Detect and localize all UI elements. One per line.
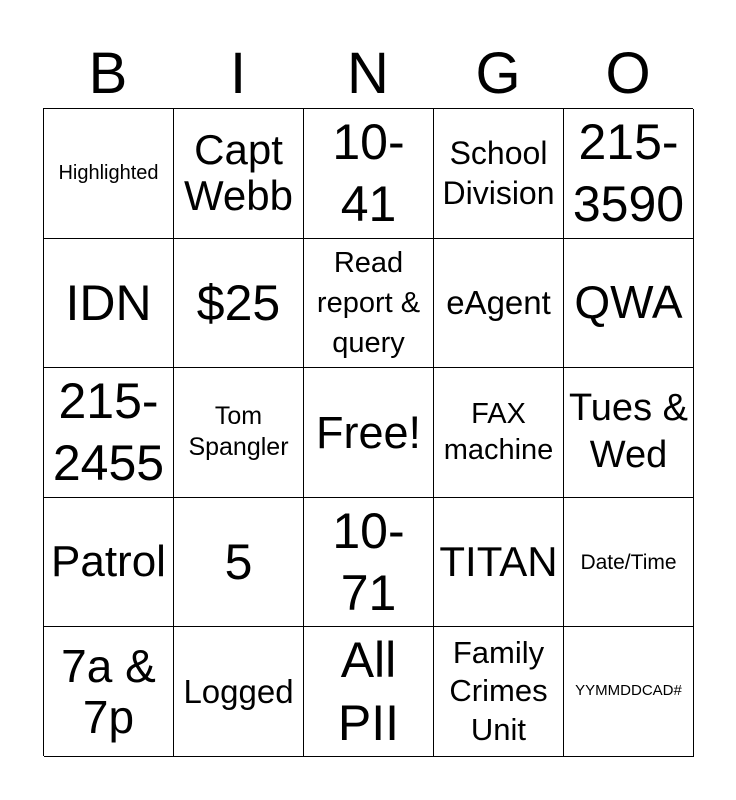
cell-text: FAX machine [443,398,554,467]
bingo-board [43,108,693,756]
cell-text: Read report & query [316,246,421,359]
bingo-cell-r4c3[interactable] [304,498,434,628]
bingo-cell-r3c3[interactable] [304,368,434,498]
bingo-cell-r3c2[interactable] [174,368,304,498]
bingo-cell-r4c1[interactable] [44,498,174,628]
bingo-cell-r3c4[interactable] [434,368,564,498]
bingo-cell-r1c2[interactable] [174,109,304,239]
cell-text: 215-2455 [52,372,165,492]
header-letter-b: B [88,41,128,106]
bingo-cell-r1c1[interactable] [44,109,174,239]
bingo-cell-r5c1[interactable] [44,627,174,757]
cell-text: 215-3590 [572,113,685,233]
header-letter-o: O [605,41,651,106]
bingo-cell-r2c4[interactable] [434,239,564,369]
bingo-cell-r4c2[interactable] [174,498,304,628]
bingo-cell-r1c4[interactable] [434,109,564,239]
cell-text: Highlighted [58,162,159,185]
bingo-cell-r2c5[interactable] [564,239,694,369]
bingo-cell-r4c5[interactable] [564,498,694,628]
cell-text: QWA [574,276,683,329]
cell-text: 10-41 [332,113,405,233]
cell-text: 5 [224,533,253,590]
bingo-cell-r2c1[interactable] [44,239,174,369]
cell-text: YYMMDDCAD# [575,682,682,700]
bingo-cell-r4c4[interactable] [434,498,564,628]
cell-text: All PII [337,632,400,751]
header-letter-g: G [475,41,521,106]
cell-text: IDN [65,274,152,331]
bingo-header [43,40,693,108]
header-letter-i: I [229,41,247,106]
bingo-cell-r1c5[interactable] [564,109,694,239]
cell-text: Tom Spangler [188,402,289,462]
bingo-cell-r5c3[interactable] [304,627,434,757]
cell-text: Date/Time [580,550,677,574]
cell-text: 7a & 7p [61,640,156,743]
bingo-cell-r2c2[interactable] [174,239,304,369]
bingo-cell-r5c2[interactable] [174,627,304,757]
bingo-cell-r3c5[interactable] [564,368,694,498]
cell-text: Patrol [51,536,166,586]
cell-text: eAgent [446,283,551,321]
cell-text: Free! [315,406,422,458]
bingo-cell-r1c3[interactable] [304,109,434,239]
bingo-cell-r5c5[interactable] [564,627,694,757]
cell-text: TITAN [439,537,558,585]
cell-text: 10-71 [332,502,405,622]
bingo-cell-r5c4[interactable] [434,627,564,757]
cell-text: Logged [183,672,294,710]
cell-text: $25 [196,274,281,331]
bingo-cell-r2c3[interactable] [304,239,434,369]
cell-text: Capt Webb [184,126,293,220]
cell-text: Family Crimes Unit [449,634,548,748]
cell-text: Tues & Wed [569,386,688,477]
cell-text: School Division [442,135,555,212]
header-letter-n: N [347,41,389,106]
bingo-cell-r3c1[interactable] [44,368,174,498]
